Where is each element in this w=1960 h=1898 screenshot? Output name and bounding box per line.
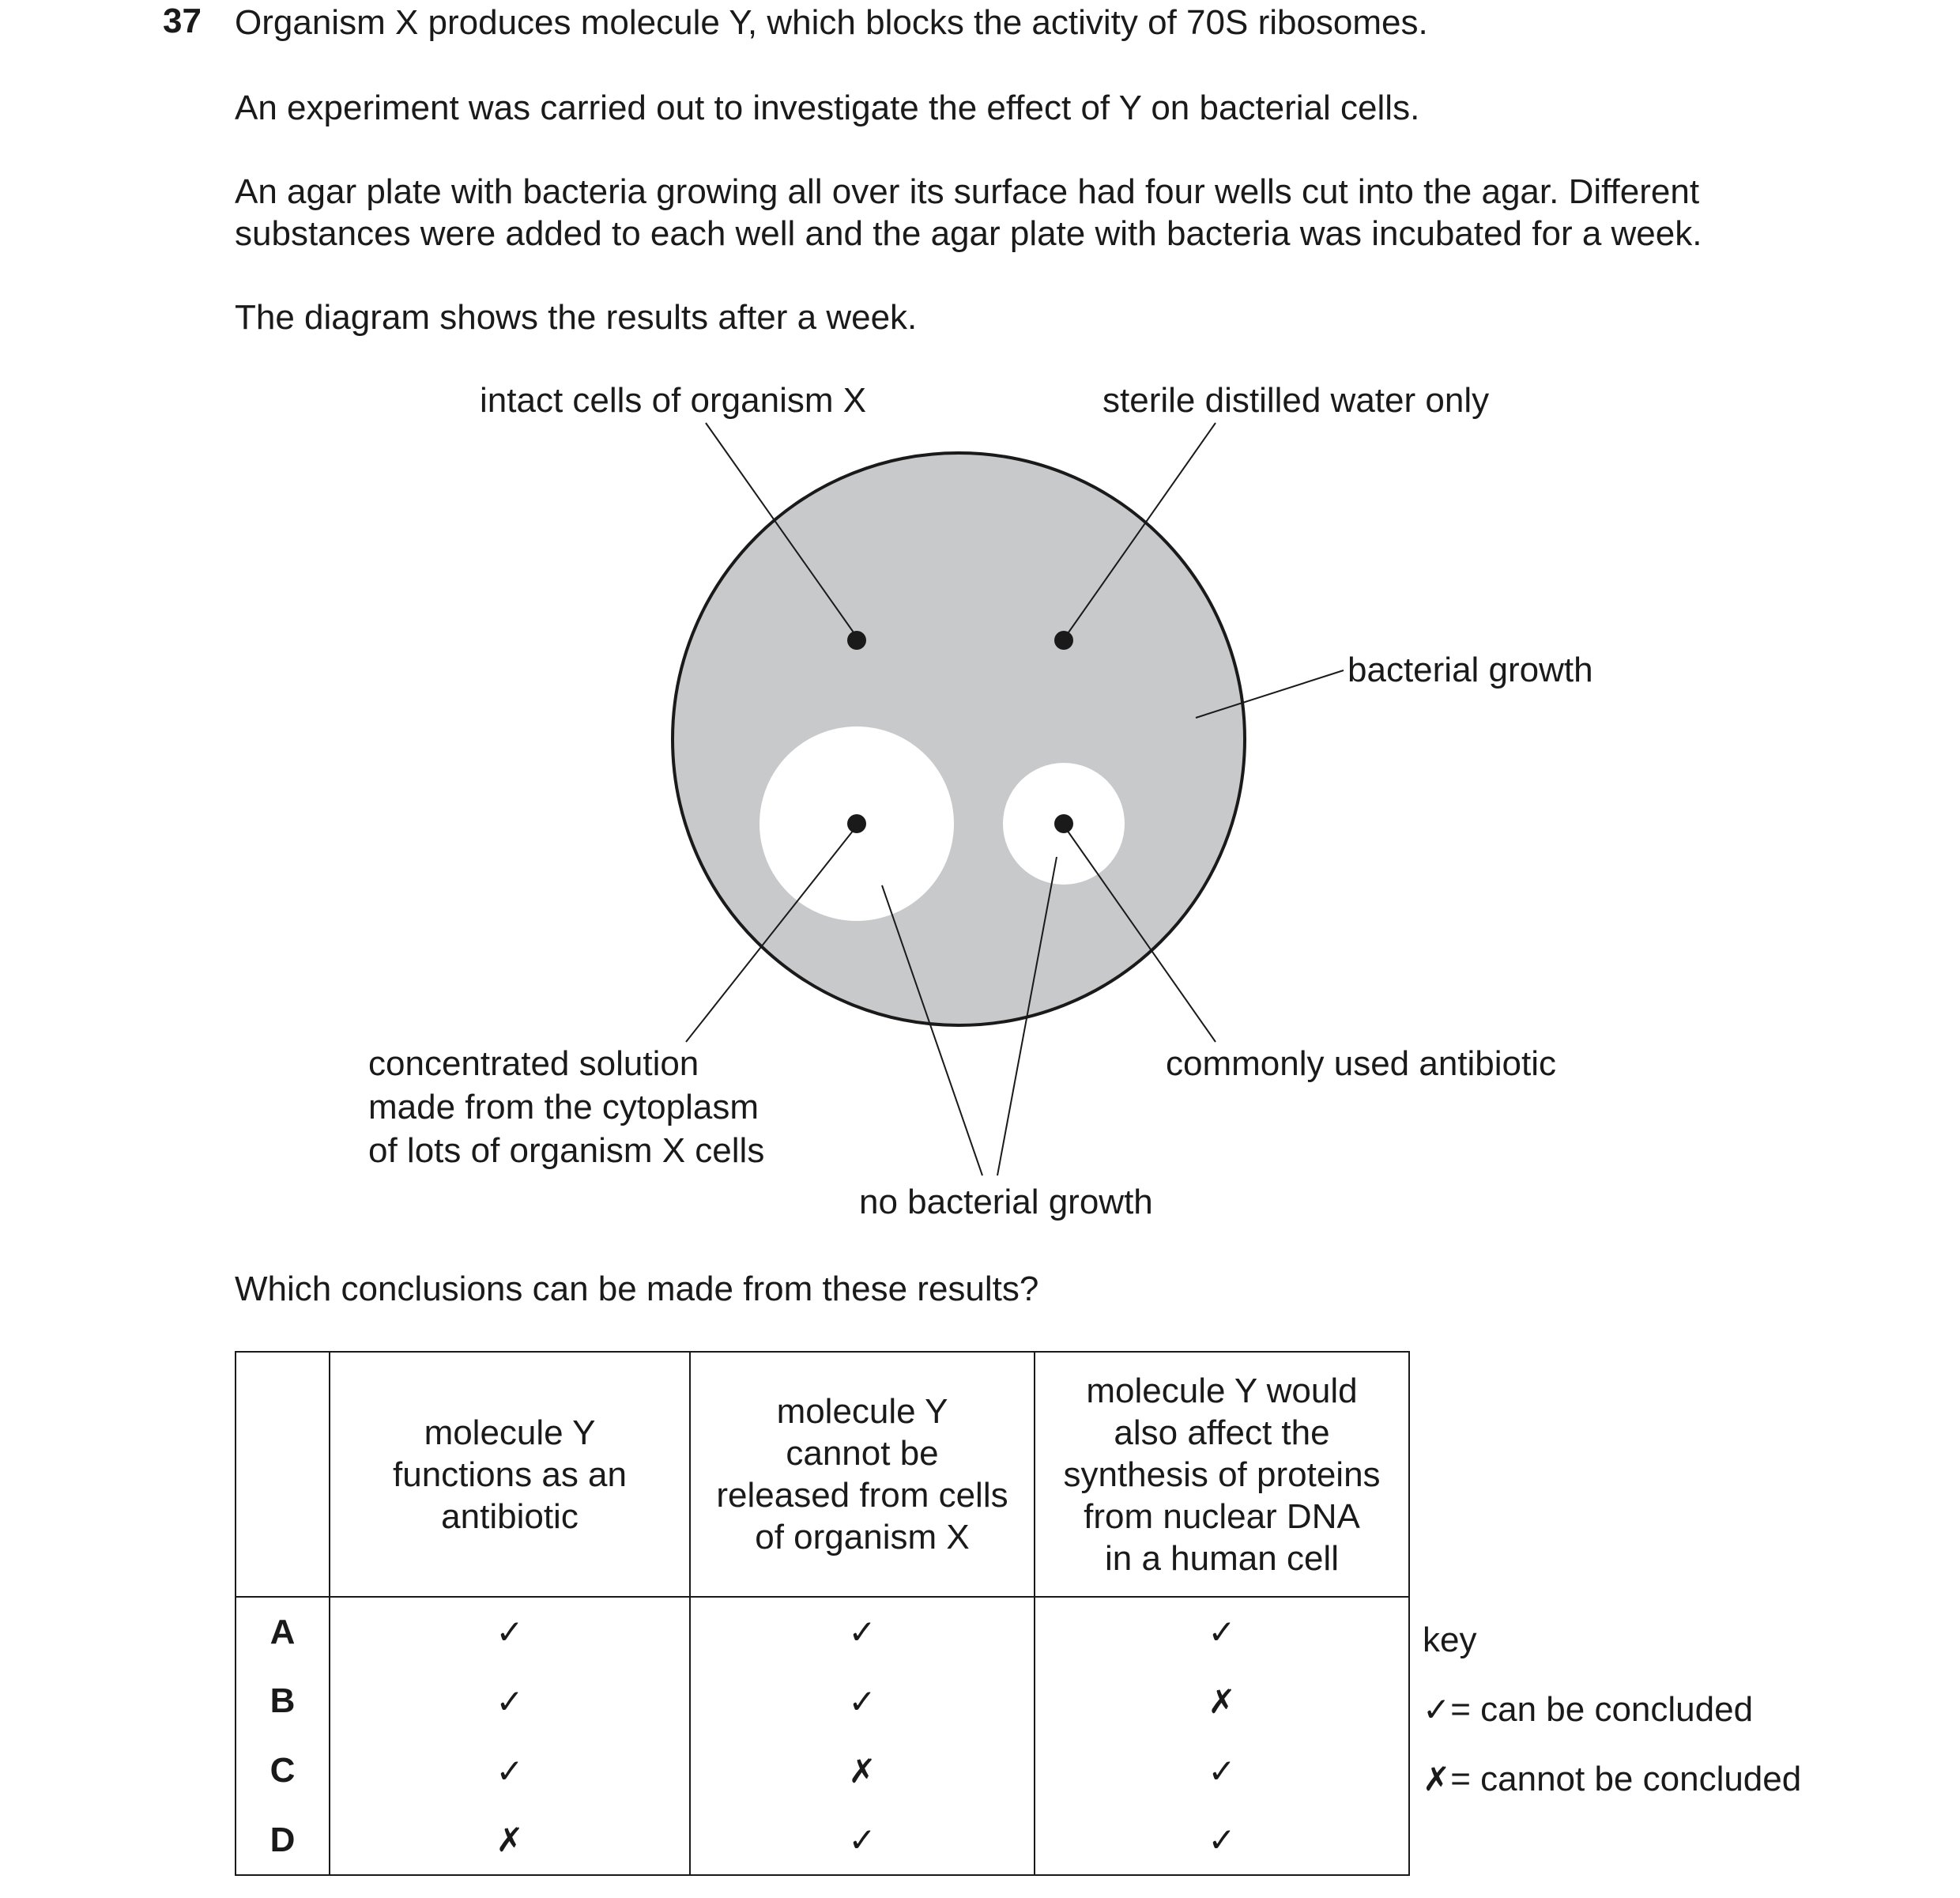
diagram-intro-paragraph: The diagram shows the results after a week. [235,298,918,337]
label-no-growth: no bacterial growth [859,1183,1153,1221]
row-label-d: D [236,1806,330,1875]
label-antibiotic: commonly used antibiotic [1166,1044,1557,1083]
tick-icon: ✓ [1423,1690,1451,1729]
cell-mark: ✓ [690,1597,1035,1666]
cell-mark: ✗ [330,1806,690,1875]
cell-mark: ✓ [1035,1806,1409,1875]
key-cross-text: = cannot be concluded [1450,1760,1802,1798]
well-water [1054,631,1073,650]
label-concentrated-line3: of lots of organism X cells [368,1131,765,1170]
label-intact-cells: intact cells of organism X [480,381,867,420]
cell-mark: ✓ [1035,1736,1409,1806]
answer-table [235,1351,1410,1876]
row-label-c: C [236,1736,330,1806]
method-paragraph: An agar plate with bacteria growing all over its surface had four wells cut into the agar. Different substances were added to each well and the agar plate with bacteria was incubated for a week. [235,172,1702,253]
intro-paragraph: Organism X produces molecule Y, which blocks the activity of 70S ribosomes. [235,3,1428,42]
question-prompt: Which conclusions can be made from these results? [235,1270,1039,1308]
key-cross-entry [1423,1760,1801,1799]
header-nuclear-dna: molecule Y would also affect the synthesis of proteins from nuclear DNA in a human cell [1035,1352,1409,1597]
row-label-b: B [236,1666,330,1736]
cell-mark: ✓ [1035,1597,1409,1666]
well-concentrated [847,814,866,833]
agar-plate [673,453,1245,1025]
well-intact-cells [847,631,866,650]
table-row [236,1736,1409,1806]
header-antibiotic: molecule Y functions as an antibiotic [330,1352,690,1597]
table-row [236,1806,1409,1875]
row-label-a: A [236,1597,330,1666]
table-row [236,1597,1409,1666]
cell-mark: ✓ [330,1736,690,1806]
key-title: key [1423,1621,1477,1659]
well-antibiotic [1054,814,1073,833]
label-water: sterile distilled water only [1102,381,1490,420]
question-number: 37 [163,2,202,40]
key-tick-text: = can be concluded [1450,1690,1754,1729]
label-concentrated-line2: made from the cytoplasm [368,1088,759,1126]
label-bacterial-growth: bacterial growth [1348,651,1593,689]
label-concentrated-line1: concentrated solution [368,1044,699,1083]
experiment-paragraph: An experiment was carried out to investigate the effect of Y on bacterial cells. [235,89,1420,127]
table-row [236,1666,1409,1736]
cell-mark: ✓ [330,1666,690,1736]
header-blank [236,1352,330,1597]
cell-mark: ✓ [330,1597,690,1666]
cell-mark: ✓ [690,1666,1035,1736]
key-tick-entry [1423,1690,1753,1730]
header-not-released: molecule Y cannot be released from cells of organism X [690,1352,1035,1597]
cross-icon: ✗ [1423,1760,1451,1798]
cell-mark: ✗ [690,1736,1035,1806]
cell-mark: ✗ [1035,1666,1409,1736]
cell-mark: ✓ [690,1806,1035,1875]
